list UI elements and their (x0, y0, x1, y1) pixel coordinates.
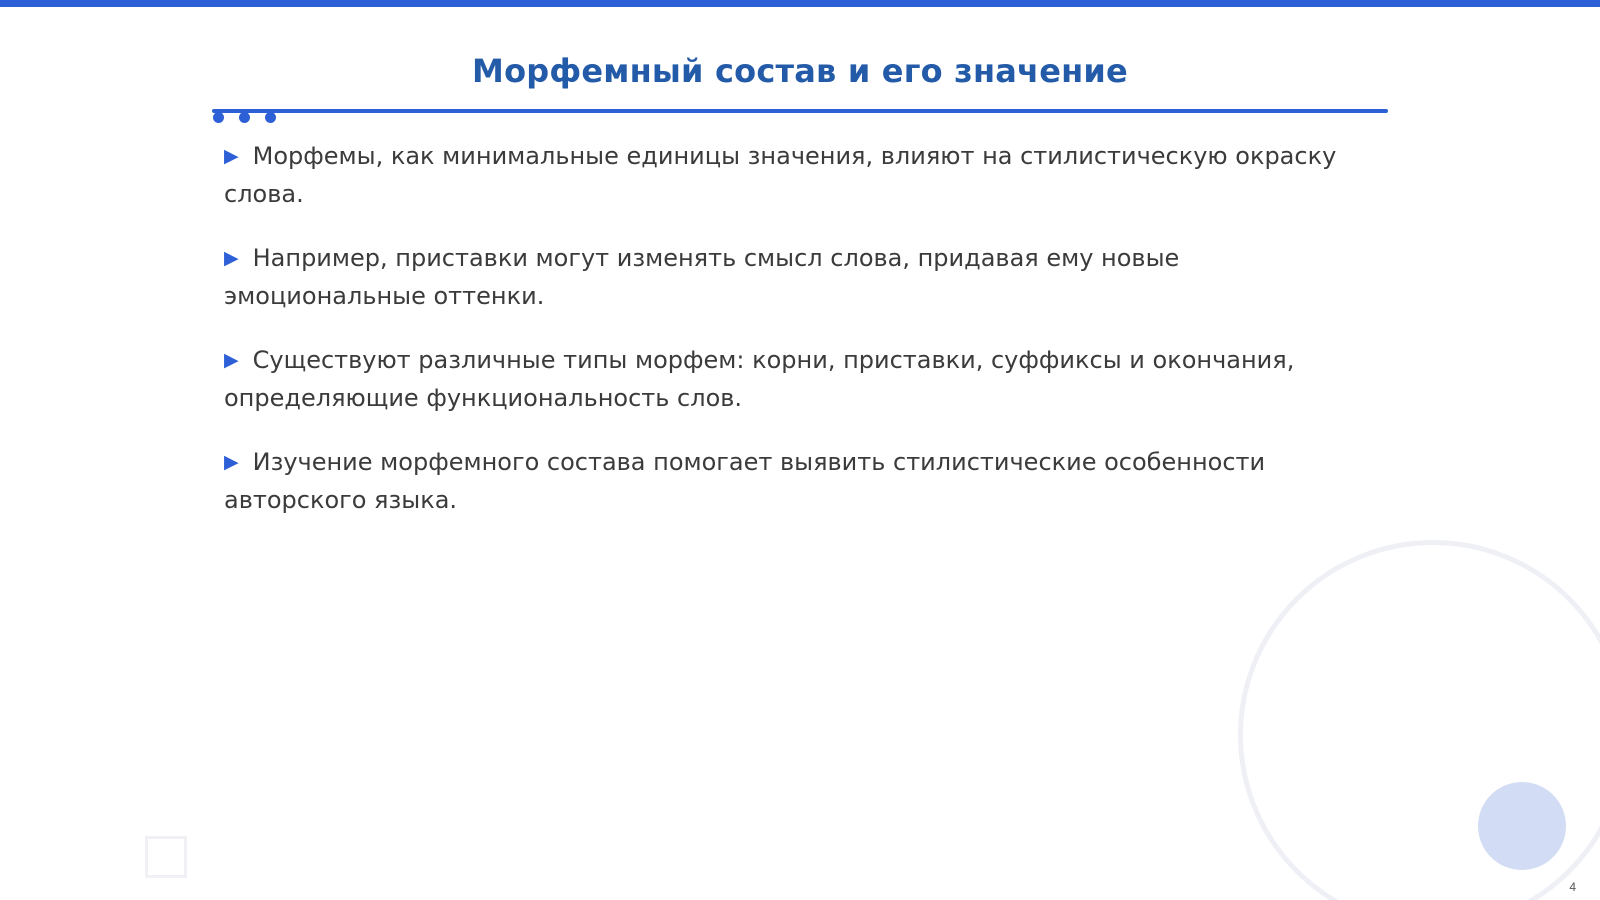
bullet-item (224, 444, 1374, 518)
bullet-text: Например, приставки могут изменять смысл слова, придавая ему новые эмоциональные оттенки. (224, 244, 1180, 310)
underline-dot (213, 112, 224, 123)
triangle-right-icon: ▶ (224, 145, 239, 167)
decorative-square (145, 836, 187, 878)
decorative-circle-filled (1478, 782, 1566, 870)
triangle-right-icon: ▶ (224, 349, 239, 371)
bullet-item (224, 342, 1374, 416)
top-accent-bar (0, 0, 1600, 7)
bullet-text: Морфемы, как минимальные единицы значения, влияют на стилистическую окраску слова. (224, 142, 1337, 208)
page-number: 4 (1569, 880, 1576, 894)
triangle-right-icon: ▶ (224, 247, 239, 269)
triangle-right-icon: ▶ (224, 451, 239, 473)
title-underline (212, 109, 1388, 113)
bullet-text: Изучение морфемного состава помогает выявить стилистические особенности авторского языка. (224, 448, 1266, 514)
underline-dot (239, 112, 250, 123)
underline-dot (265, 112, 276, 123)
bullet-item (224, 240, 1374, 314)
bullet-list (224, 138, 1374, 546)
bullet-item (224, 138, 1374, 212)
slide-title: Морфемный состав и его значение (472, 52, 1128, 90)
bullet-text: Существуют различные типы морфем: корни, приставки, суффиксы и окончания, определяющие функциональность слов. (224, 346, 1295, 412)
